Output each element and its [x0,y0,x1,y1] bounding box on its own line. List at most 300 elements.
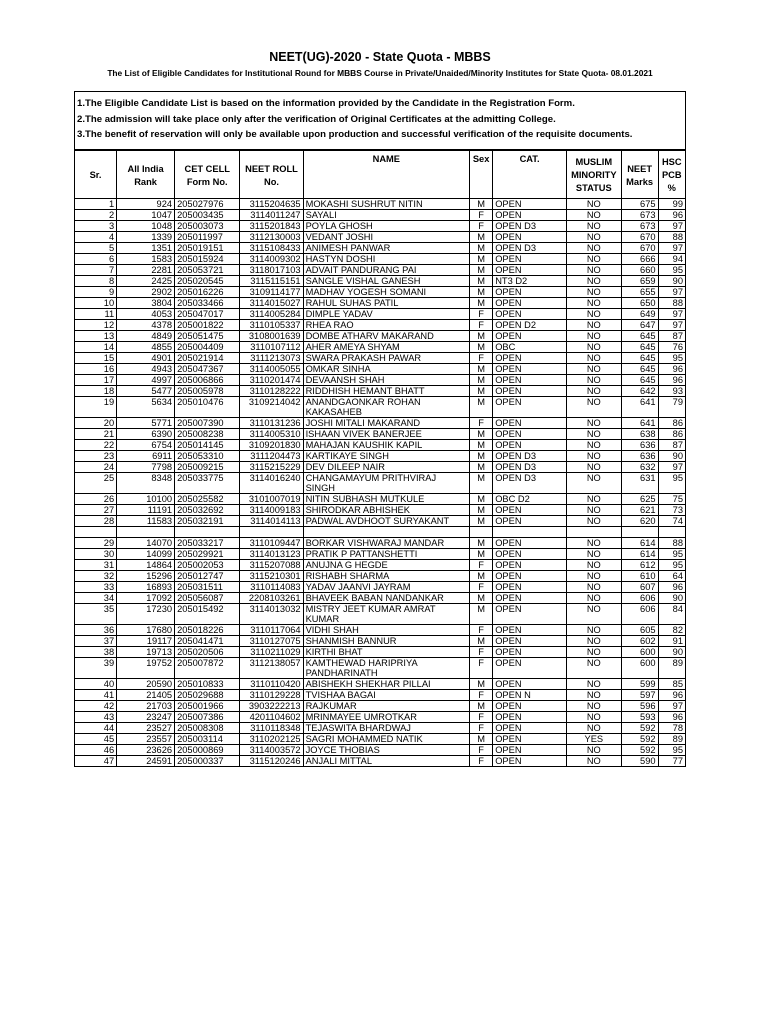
cell-sr: 31 [75,560,117,571]
cell-sex: F [470,309,493,320]
cell-category: OPEN [493,756,567,767]
cell-pcb: 97 [658,320,685,331]
table-row [75,440,686,451]
header-all-india-rank: All India Rank [117,151,175,199]
cell-marks: 614 [621,549,658,560]
cell-pcb: 84 [658,604,685,625]
cell-name: HASTYN DOSHI [303,254,469,265]
cell-sr: 41 [75,690,117,701]
cell-pcb: 91 [658,636,685,647]
cell-pcb: 97 [658,287,685,298]
cell-form-no: 205012747 [175,571,240,582]
cell-sex: M [470,199,493,210]
cell-sr: 46 [75,745,117,756]
cell-sr: 13 [75,331,117,342]
cell-category: OPEN [493,658,567,679]
cell-pcb: 74 [658,516,685,527]
cell-category: OPEN [493,440,567,451]
cell-name: KARTIKAYE SINGH [303,451,469,462]
cell-marks: 641 [621,418,658,429]
cell-form-no: 205020545 [175,276,240,287]
cell-form-no: 205033775 [175,473,240,494]
cell-pcb: 77 [658,756,685,767]
table-body [75,199,686,767]
cell-minority: NO [566,745,621,756]
cell-sr: 14 [75,342,117,353]
cell-category: OPEN [493,265,567,276]
cell-roll-no: 3101007019 [240,494,303,505]
cell-form-no: 205001966 [175,701,240,712]
cell-roll-no: 3110202125 [240,734,303,745]
cell-sr: 27 [75,505,117,516]
cell-roll-no: 3110118348 [240,723,303,734]
cell-sex: M [470,473,493,494]
cell-form-no: 205000337 [175,756,240,767]
cell-marks: 638 [621,429,658,440]
cell-rank: 14864 [117,560,175,571]
cell-name: VIDHI SHAH [303,625,469,636]
cell-marks: 636 [621,440,658,451]
cell-sr: 12 [75,320,117,331]
cell-category: OPEN [493,625,567,636]
cell-sex: M [470,679,493,690]
cell-sex: M [470,429,493,440]
cell-sex: F [470,353,493,364]
cell-rank: 1339 [117,232,175,243]
cell-roll-no: 3110129228 [240,690,303,701]
cell-pcb: 88 [658,232,685,243]
cell-minority: NO [566,516,621,527]
cell-name: MAHAJAN KAUSHIK KAPIL [303,440,469,451]
cell-name: SHIRODKAR ABHISHEK [303,505,469,516]
cell-minority: NO [566,505,621,516]
cell-minority: NO [566,462,621,473]
table-row [75,745,686,756]
cell-form-no: 205032191 [175,516,240,527]
cell-name: KAMTHEWAD HARIPRIYA PANDHARINATH [303,658,469,679]
cell-minority: NO [566,701,621,712]
cell-category: OPEN [493,232,567,243]
cell-name: SANGLE VISHAL GANESH [303,276,469,287]
cell-roll-no: 3109214042 [240,397,303,418]
cell-category: OPEN N [493,690,567,701]
cell-pcb: 97 [658,701,685,712]
cell-pcb: 90 [658,276,685,287]
cell-sr: 26 [75,494,117,505]
table-row [75,625,686,636]
cell-sr: 25 [75,473,117,494]
spacer-cell [75,527,117,538]
cell-category: OPEN [493,636,567,647]
cell-name: DEV DILEEP NAIR [303,462,469,473]
cell-name: RISHABH SHARMA [303,571,469,582]
cell-roll-no: 3115115151 [240,276,303,287]
cell-marks: 620 [621,516,658,527]
cell-sr: 35 [75,604,117,625]
cell-form-no: 205029688 [175,690,240,701]
cell-marks: 592 [621,734,658,745]
document-title: NEET(UG)-2020 - State Quota - MBBS [269,50,491,64]
cell-pcb: 86 [658,429,685,440]
cell-pcb: 88 [658,538,685,549]
cell-sr: 19 [75,397,117,418]
cell-minority: NO [566,254,621,265]
cell-form-no: 205032692 [175,505,240,516]
cell-name: RHEA RAO [303,320,469,331]
spacer-cell [175,527,240,538]
cell-marks: 675 [621,199,658,210]
cell-sr: 5 [75,243,117,254]
cell-rank: 1047 [117,210,175,221]
cell-pcb: 99 [658,199,685,210]
cell-sex: M [470,505,493,516]
table-row [75,549,686,560]
cell-form-no: 205008308 [175,723,240,734]
cell-marks: 590 [621,756,658,767]
cell-minority: NO [566,756,621,767]
cell-category: OBC D2 [493,494,567,505]
cell-category: OPEN D3 [493,451,567,462]
table-row [75,364,686,375]
cell-name: BORKAR VISHWARAJ MANDAR [303,538,469,549]
table-row [75,604,686,625]
cell-pcb: 97 [658,309,685,320]
cell-rank: 23527 [117,723,175,734]
cell-sr: 42 [75,701,117,712]
cell-minority: NO [566,560,621,571]
cell-form-no: 205008238 [175,429,240,440]
cell-category: OPEN [493,679,567,690]
cell-sr: 47 [75,756,117,767]
cell-pcb: 96 [658,712,685,723]
cell-roll-no: 3110201474 [240,375,303,386]
cell-rank: 4997 [117,375,175,386]
cell-sex: F [470,712,493,723]
cell-name: TEJASWITA BHARDWAJ [303,723,469,734]
cell-sr: 34 [75,593,117,604]
cell-minority: NO [566,265,621,276]
cell-marks: 602 [621,636,658,647]
cell-roll-no: 3115210301 [240,571,303,582]
table-row [75,636,686,647]
cell-marks: 597 [621,690,658,701]
cell-marks: 610 [621,571,658,582]
table-row [75,560,686,571]
table-row [75,342,686,353]
cell-minority: NO [566,342,621,353]
table-header-row [75,151,686,199]
header-neet-marks: NEET Marks [621,151,658,199]
cell-rank: 14070 [117,538,175,549]
cell-sex: F [470,560,493,571]
cell-sex: M [470,571,493,582]
cell-form-no: 205010476 [175,397,240,418]
table-spacer-row [75,527,686,538]
cell-marks: 631 [621,473,658,494]
cell-form-no: 205025582 [175,494,240,505]
cell-marks: 660 [621,265,658,276]
header-sr: Sr. [75,151,117,199]
cell-pcb: 89 [658,658,685,679]
cell-pcb: 96 [658,690,685,701]
cell-form-no: 205010833 [175,679,240,690]
cell-roll-no: 3110109447 [240,538,303,549]
cell-sr: 45 [75,734,117,745]
cell-name: JOYCE THOBIAS [303,745,469,756]
cell-minority: NO [566,243,621,254]
cell-rank: 4849 [117,331,175,342]
cell-name: SAGRI MOHAMMED NATIK [303,734,469,745]
cell-sr: 39 [75,658,117,679]
cell-marks: 649 [621,309,658,320]
cell-sex: M [470,440,493,451]
table-row [75,232,686,243]
cell-marks: 621 [621,505,658,516]
cell-name: YADAV JAANVI JAYRAM [303,582,469,593]
cell-category: OPEN D3 [493,462,567,473]
cell-name: CHANGAMAYUM PRITHVIRAJ SINGH [303,473,469,494]
cell-marks: 593 [621,712,658,723]
cell-name: RIDDHISH HEMANT BHATT [303,386,469,397]
table-row [75,734,686,745]
cell-minority: NO [566,690,621,701]
cell-minority: NO [566,712,621,723]
cell-roll-no: 3115204635 [240,199,303,210]
cell-minority: NO [566,647,621,658]
cell-sr: 38 [75,647,117,658]
cell-rank: 16893 [117,582,175,593]
cell-sex: M [470,287,493,298]
cell-rank: 6911 [117,451,175,462]
cell-name: DIMPLE YADAV [303,309,469,320]
cell-minority: NO [566,276,621,287]
header-hsc-pcb: HSC PCB % [658,151,685,199]
cell-rank: 2902 [117,287,175,298]
cell-name: ABISHEKH SHEKHAR PILLAI [303,679,469,690]
cell-sex: M [470,462,493,473]
cell-form-no: 205009215 [175,462,240,473]
table-row [75,593,686,604]
cell-category: OPEN [493,429,567,440]
cell-category: OPEN [493,571,567,582]
table-row [75,331,686,342]
cell-form-no: 205011997 [175,232,240,243]
cell-name: ISHAAN VIVEK BANERJEE [303,429,469,440]
cell-roll-no: 2208103261 [240,593,303,604]
cell-pcb: 93 [658,386,685,397]
cell-category: OPEN [493,593,567,604]
cell-rank: 6390 [117,429,175,440]
cell-pcb: 95 [658,549,685,560]
cell-sr: 20 [75,418,117,429]
cell-form-no: 205020506 [175,647,240,658]
cell-sex: M [470,386,493,397]
cell-sr: 21 [75,429,117,440]
cell-roll-no: 3109201830 [240,440,303,451]
cell-roll-no: 3108001639 [240,331,303,342]
table-row [75,756,686,767]
cell-minority: NO [566,658,621,679]
cell-marks: 599 [621,679,658,690]
spacer-cell [240,527,303,538]
cell-pcb: 64 [658,571,685,582]
cell-sr: 8 [75,276,117,287]
cell-form-no: 205003073 [175,221,240,232]
cell-category: OPEN [493,712,567,723]
cell-marks: 606 [621,593,658,604]
cell-minority: NO [566,429,621,440]
cell-sex: F [470,418,493,429]
cell-category: OPEN [493,397,567,418]
cell-sex: M [470,734,493,745]
cell-sex: F [470,690,493,701]
cell-name: SWARA PRAKASH PAWAR [303,353,469,364]
cell-roll-no: 3115207088 [240,560,303,571]
cell-name: NITIN SUBHASH MUTKULE [303,494,469,505]
table-row [75,712,686,723]
cell-marks: 607 [621,582,658,593]
cell-sex: F [470,221,493,232]
cell-form-no: 205021914 [175,353,240,364]
cell-category: OPEN [493,560,567,571]
cell-sr: 32 [75,571,117,582]
cell-sex: M [470,364,493,375]
cell-name: MISTRY JEET KUMAR AMRAT KUMAR [303,604,469,625]
cell-minority: NO [566,494,621,505]
cell-category: OPEN [493,375,567,386]
cell-category: OPEN [493,386,567,397]
cell-sr: 18 [75,386,117,397]
cell-pcb: 95 [658,560,685,571]
cell-category: OPEN D3 [493,473,567,494]
cell-name: JOSHI MITALI MAKARAND [303,418,469,429]
document-subtitle: The List of Eligible Candidates for Institutional Round for MBBS Course in Private/Unaided/Minority Institutes for State Quota- 08.01.2021 [107,68,653,78]
cell-pcb: 96 [658,364,685,375]
cell-roll-no: 3110128222 [240,386,303,397]
note-1: 1.The Eligible Candidate List is based on the information provided by the Candidate in the Registration Form. [77,98,575,109]
cell-rank: 2281 [117,265,175,276]
notes-box [74,91,686,150]
cell-category: OPEN [493,210,567,221]
cell-category: NT3 D2 [493,276,567,287]
table-row [75,429,686,440]
cell-marks: 612 [621,560,658,571]
cell-form-no: 205031511 [175,582,240,593]
cell-sex: M [470,636,493,647]
cell-roll-no: 3110117064 [240,625,303,636]
cell-form-no: 205029921 [175,549,240,560]
cell-sex: F [470,582,493,593]
cell-roll-no: 3110127075 [240,636,303,647]
cell-sex: F [470,658,493,679]
cell-form-no: 205053310 [175,451,240,462]
cell-name: KIRTHI BHAT [303,647,469,658]
table-row [75,505,686,516]
cell-sex: M [470,276,493,287]
table-row [75,582,686,593]
cell-sex: F [470,320,493,331]
cell-form-no: 205007386 [175,712,240,723]
cell-name: SHANMISH BANNUR [303,636,469,647]
cell-roll-no: 3110105337 [240,320,303,331]
cell-rank: 1583 [117,254,175,265]
cell-sex: F [470,723,493,734]
cell-form-no: 205056087 [175,593,240,604]
cell-minority: NO [566,571,621,582]
table-row [75,538,686,549]
cell-rank: 23557 [117,734,175,745]
cell-rank: 23626 [117,745,175,756]
table-row [75,516,686,527]
cell-sr: 24 [75,462,117,473]
cell-rank: 21703 [117,701,175,712]
cell-category: OPEN [493,745,567,756]
cell-roll-no: 3109114177 [240,287,303,298]
cell-marks: 642 [621,386,658,397]
cell-rank: 2425 [117,276,175,287]
cell-category: OPEN [493,364,567,375]
cell-category: OPEN [493,734,567,745]
cell-sr: 28 [75,516,117,527]
table-row [75,473,686,494]
cell-name: PADWAL AVDHOOT SURYAKANT [303,516,469,527]
cell-minority: NO [566,221,621,232]
cell-name: TVISHAA BAGAI [303,690,469,701]
cell-roll-no: 3114009183 [240,505,303,516]
table-row [75,701,686,712]
cell-name: BHAVEEK BABAN NANDANKAR [303,593,469,604]
cell-minority: NO [566,473,621,494]
cell-name: ADVAIT PANDURANG PAI [303,265,469,276]
cell-minority: NO [566,636,621,647]
cell-sex: F [470,625,493,636]
cell-category: OPEN [493,199,567,210]
cell-rank: 19713 [117,647,175,658]
cell-roll-no: 3903222213 [240,701,303,712]
cell-marks: 645 [621,364,658,375]
cell-pcb: 95 [658,745,685,756]
cell-category: OPEN [493,309,567,320]
cell-sex: F [470,210,493,221]
cell-rank: 4943 [117,364,175,375]
cell-minority: NO [566,353,621,364]
table-row [75,298,686,309]
cell-roll-no: 3112138057 [240,658,303,679]
cell-marks: 636 [621,451,658,462]
cell-marks: 592 [621,745,658,756]
cell-sex: M [470,604,493,625]
cell-form-no: 205003114 [175,734,240,745]
cell-name: PRATIK P PATTANSHETTI [303,549,469,560]
cell-form-no: 205000869 [175,745,240,756]
table-row [75,243,686,254]
cell-rank: 6754 [117,440,175,451]
table-row [75,199,686,210]
cell-form-no: 205047367 [175,364,240,375]
spacer-cell [303,527,469,538]
cell-sex: M [470,397,493,418]
cell-sr: 9 [75,287,117,298]
cell-rank: 21405 [117,690,175,701]
table-row [75,462,686,473]
cell-category: OPEN [493,254,567,265]
cell-minority: NO [566,723,621,734]
cell-roll-no: 3114013032 [240,604,303,625]
cell-minority: NO [566,549,621,560]
cell-roll-no: 3110110420 [240,679,303,690]
cell-form-no: 205016226 [175,287,240,298]
cell-minority: NO [566,582,621,593]
